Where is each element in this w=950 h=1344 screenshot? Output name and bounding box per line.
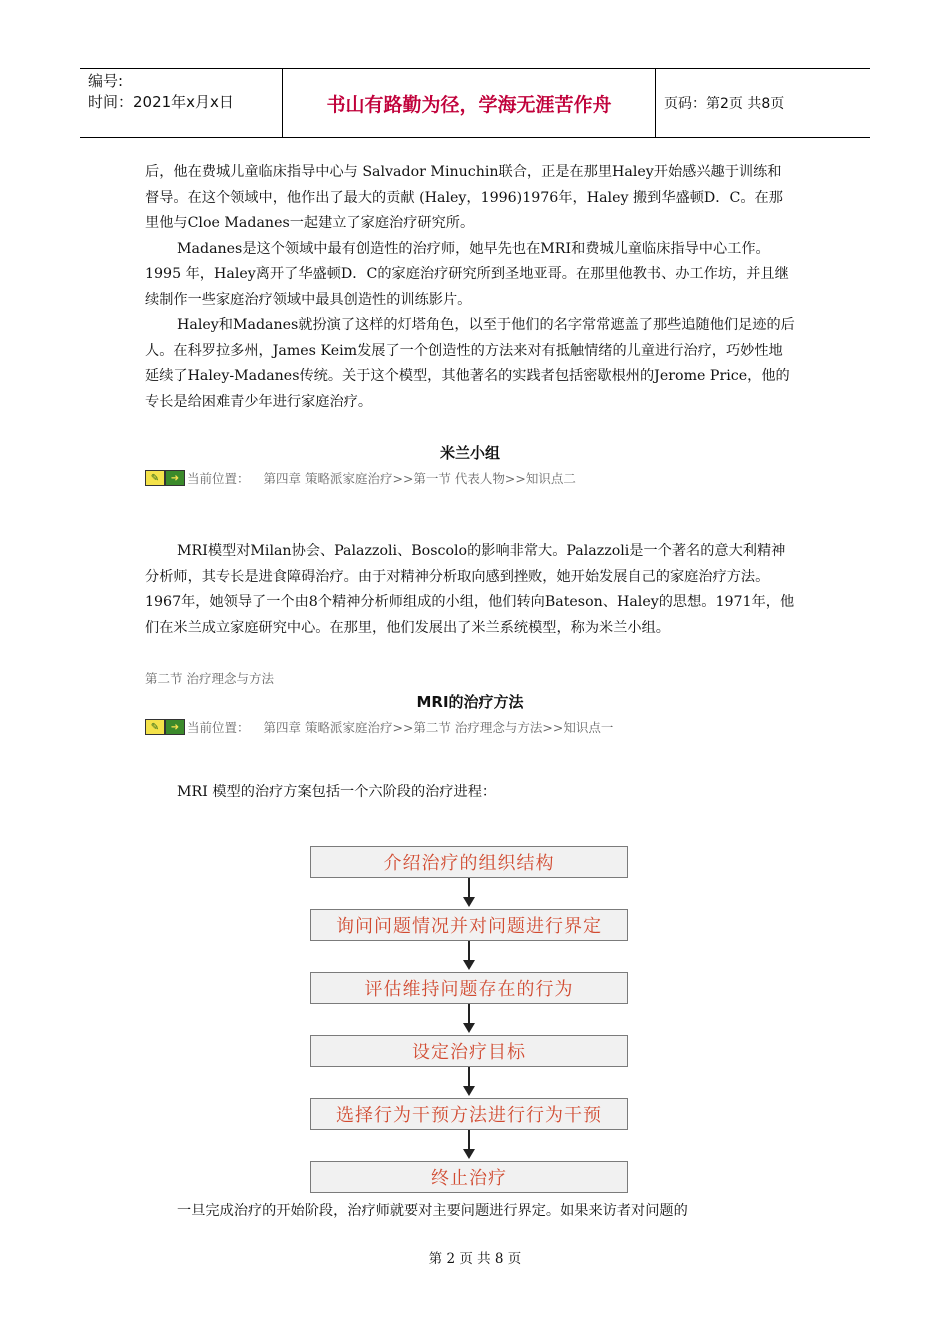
location-path: 第四章 策略派家庭治疗>>第一节 代表人物>>知识点二 <box>263 471 576 486</box>
section2-intro: MRI 模型的治疗方案包括一个六阶段的治疗进程： <box>177 784 497 800</box>
date-label: 时间：2021年x月x日 <box>88 93 234 111</box>
intro-paragraph: Madanes是这个领域中最有创造性的治疗师，她早先也在MRI和费城儿童临床指导中心工作。1995 年，Haley离开了华盛顿D．C的家庭治疗研究所到圣地亚哥。在那里他教书、办工作坊，并且继续制作一些家庭治疗领域中最具创造性的训练影片。 <box>145 240 789 308</box>
flow-step: 选择行为干预方法进行行为干预 <box>310 1098 628 1130</box>
section2-heading: 第二节 治疗理念与方法 <box>145 671 274 686</box>
location-path: 第四章 策略派家庭治疗>>第二节 治疗理念与方法>>知识点一 <box>263 720 614 735</box>
milan-paragraph: MRI模型对Milan协会、Palazzoli、Boscolo的影响非常大。Palazzoli是一个著名的意大利精神分析师，其专长是进食障碍治疗。由于对精神分析取向感到挫败，她开始发展自己的家庭治疗方法。 1967年，她领导了一个由8个精神分析师组成的小组，他们转向Bateson、Haley的思想。1971年，他们在米兰成立家庭研究中心。在那里，他们发展出了米兰系统模型，称为米兰小组。 <box>145 543 795 636</box>
number-label: 编号: <box>88 72 124 90</box>
flow-step: 设定治疗目标 <box>310 1035 628 1067</box>
header-meta <box>88 71 278 113</box>
section2-after-text: 一旦完成治疗的开始阶段，治疗师就要对主要问题进行界定。如果来访者对问题的 <box>177 1203 688 1219</box>
flow-step: 终止治疗 <box>310 1161 628 1193</box>
section2-title: MRI的治疗方法 <box>416 693 524 711</box>
section2-location <box>145 717 795 737</box>
edit-icon: ✎ <box>145 719 165 735</box>
flow-arrow <box>310 1004 628 1035</box>
flow-step: 评估维持问题存在的行为 <box>310 972 628 1004</box>
arrow-icon: ➜ <box>165 470 185 486</box>
flow-step: 介绍治疗的组织结构 <box>310 846 628 878</box>
header-page-label: 页码：第2页 共8页 <box>664 96 785 112</box>
intro-paragraph: Haley和Madanes就扮演了这样的灯塔角色，以至于他们的名字常常遮盖了那些追随他们足迹的后人。在科罗拉多州，James Keim发展了一个创造性的方法来对有抵触情绪的儿童进行治疗，巧妙性地延续了Haley-Madanes传统。关于这个模型，其他著名的实践者包括密歇根州的Jerome Price，他的专长是给困难青少年进行家庭治疗。 <box>145 317 795 410</box>
header-motto: 书山有路勤为径，学海无涯苦作舟 <box>282 69 656 137</box>
arrow-icon: ➜ <box>165 719 185 735</box>
location-icons <box>145 470 185 486</box>
milan-title: 米兰小组 <box>439 444 500 462</box>
main-content <box>145 160 795 806</box>
flow-step: 询问问题情况并对问题进行界定 <box>310 909 628 941</box>
location-label: 当前位置： <box>187 471 250 486</box>
location-icons <box>145 719 185 735</box>
flow-arrow <box>310 1067 628 1098</box>
milan-location <box>145 468 795 488</box>
flow-arrow <box>310 1130 628 1161</box>
location-label: 当前位置： <box>187 720 250 735</box>
page-footer: 第 2 页 共 8 页 <box>428 1251 522 1267</box>
flow-arrow <box>310 878 628 909</box>
flow-arrow <box>310 941 628 972</box>
edit-icon: ✎ <box>145 470 165 486</box>
page-header <box>80 68 870 138</box>
treatment-flowchart <box>177 846 688 1225</box>
intro-paragraph: 后，他在费城儿童临床指导中心与 Salvador Minuchin联合，正是在那里Haley开始感兴趣于训练和督导。在这个领域中，他作出了最大的贡献 (Haley，1996)1976年，Haley 搬到华盛顿D．C。在那里他与Cloe Madanes一起建立了家庭治疗研究所。 <box>145 164 783 231</box>
